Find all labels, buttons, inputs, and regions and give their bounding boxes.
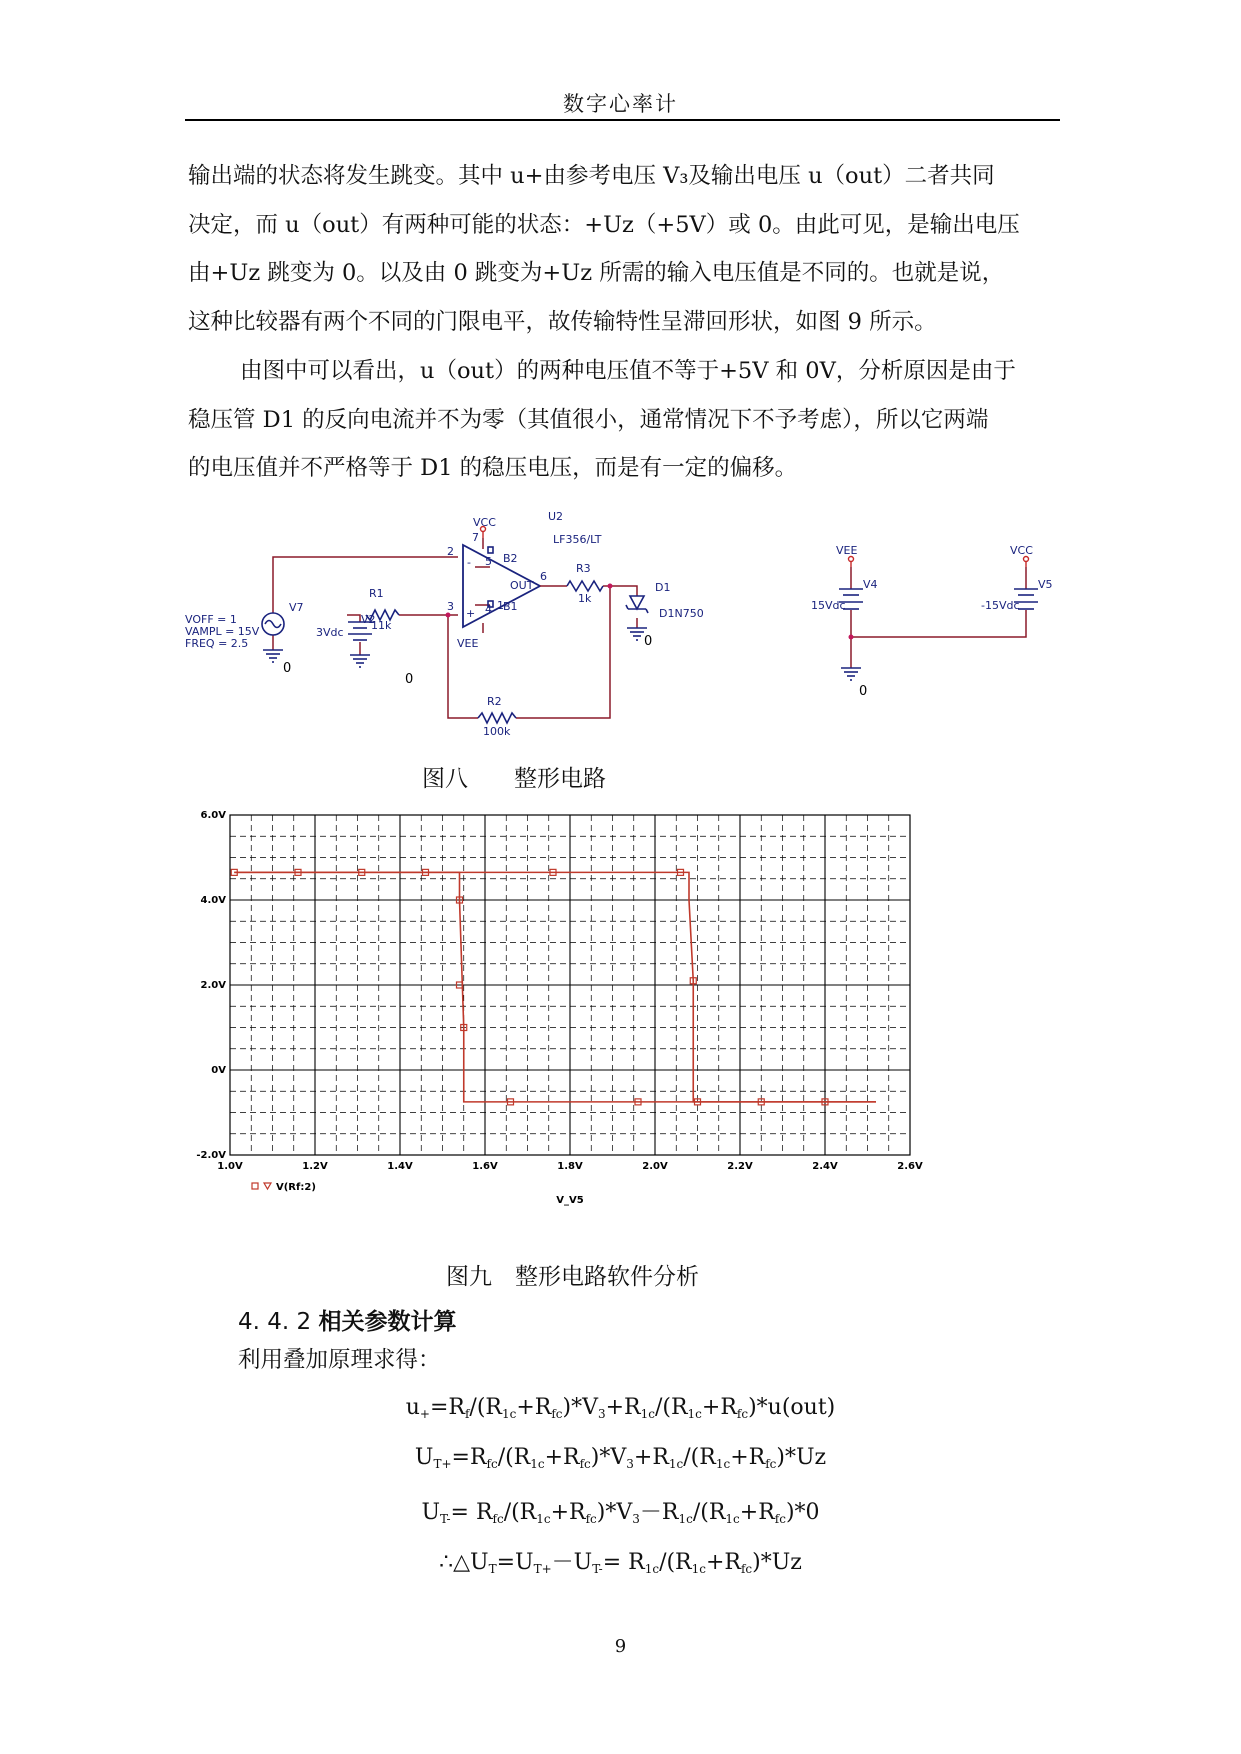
label-b1: B1 [503,600,518,613]
label-plus: + [466,607,476,620]
formula-text: －R [639,1500,679,1525]
x-tick-label: 1.6V [472,1161,498,1172]
label-vcc-top: VCC [473,516,496,529]
label-freq: FREQ = 2.5 [185,637,249,650]
label-vcc: VCC [1010,544,1033,557]
header-rule [185,119,1060,121]
label-gnd: 0 [283,661,292,676]
label-vee-bottom: VEE [457,637,479,650]
paragraph-line: 由+Uz 跳变为 0。以及由 0 跳变为+Uz 所需的输入电压值是不同的。也就是说， [188,260,1005,286]
series-line-1 [234,872,876,1102]
formula-text: )*Uz [752,1550,802,1575]
label-vampl: VAMPL = 15V [185,625,260,638]
label-v2-value: 3Vdc [316,626,344,639]
formula-text: )*V [562,1395,598,1420]
paragraph-line: 由图中可以看出，u（out）的两种电压值不等于+5V 和 0V，分析原因是由于 [240,358,1016,384]
label-gnd: 0 [859,684,868,699]
resistor-r3 [567,581,603,591]
label-vee: VEE [836,544,858,557]
formula-subscript: fc [551,1407,563,1421]
formula-subscript: T [488,1562,497,1576]
formula-subscript: 1c [725,1512,740,1526]
formula-subscript: fc [492,1512,504,1526]
formula-text: )*0 [785,1500,820,1525]
x-tick-label: 2.4V [812,1161,838,1172]
formula-text: /(R [654,1395,688,1420]
formula-line [0,1545,1241,1576]
section-heading [238,1303,456,1336]
formula-subscript: fc [774,1512,786,1526]
formula-subscript: 1c [530,1457,545,1471]
formula-line [0,1395,1241,1421]
x-tick-label: 1.2V [302,1161,328,1172]
label-d1: D1 [655,581,671,594]
formula-text: /(R [497,1445,531,1470]
formula-subscript: T- [592,1562,603,1576]
formula-text: /(R [503,1500,537,1525]
formula-subscript: fc [740,1562,753,1576]
label-gnd: 0 [644,634,653,649]
formula-text: =R [451,1445,487,1470]
formula-text: ∴△U [439,1550,489,1575]
formula-subscript: fc [765,1457,777,1471]
formula-text: /(R [683,1445,716,1470]
y-tick-label: 2.0V [200,980,226,991]
formula-subscript: 1c [640,1407,655,1421]
formula-text: /(R [692,1500,726,1525]
paragraph-1 [188,152,1060,346]
formula-subscript: T- [440,1512,451,1526]
formula-text: /(R [469,1395,502,1420]
y-tick-label: 4.0V [200,895,226,906]
formula-subscript: 1c [501,1407,517,1421]
formula-subscript: 1c [536,1512,551,1526]
label-b2: B2 [503,552,518,565]
paragraph-line: 输出端的状态将发生跳变。其中 u+由参考电压 V₃及输出电压 u（out）二者共同 [188,163,995,189]
formula-subscript: 1c [668,1457,684,1471]
formula-text: )*u(out) [748,1395,836,1420]
formula-text: +R [739,1500,775,1525]
formula-text: /(R [659,1550,692,1575]
formula-subscript: 3 [626,1457,634,1471]
label-v5: V5 [1038,578,1053,591]
series-line-2 [234,872,876,1102]
label-v7: V7 [289,601,304,614]
label-pin3: 3 [447,600,454,613]
label-pin5: 5 [485,555,492,568]
formula-text: +R [544,1445,580,1470]
formula-text: )*V [590,1445,627,1470]
label-r1-value: 11k [371,619,392,632]
paragraph-line: 这种比较器有两个不同的门限电平，故传输特性呈滞回形状，如图 9 所示。 [188,308,937,335]
x-tick-label: 2.6V [897,1161,923,1172]
ground-icon [263,650,283,662]
label-r2: R2 [487,695,502,708]
paragraph-line: 稳压管 D1 的反向电流并不为零（其值很小，通常情况下不予考虑），所以它两端 [188,406,989,433]
formula-subscript: 3 [632,1512,640,1526]
page-number: 9 [614,1636,627,1657]
running-header: 数字心率计 [563,92,678,116]
formula-subscript: 1c [715,1457,731,1471]
x-axis-label: V_V5 [556,1195,584,1206]
circuit-schematic [185,505,1053,745]
paragraph-line: 的电压值并不严格等于 D1 的稳压电压，而是有一定的偏移。 [188,455,798,481]
section-title: 相关参数计算 [318,1309,457,1335]
formula-text: )*V [596,1500,633,1525]
label-pin6: 6 [540,570,547,583]
hysteresis-chart [196,795,1025,1235]
formula-subscript: + [419,1407,430,1421]
zener-diode [630,596,644,609]
label-opamp-model: LF356/LT [553,533,602,546]
label-r3-value: 1k [578,592,592,605]
label-pin7: 7 [472,531,479,544]
formula-subscript: fc [585,1512,597,1526]
formula-subscript: 1c [691,1562,706,1576]
formula-text: +R [516,1395,552,1420]
figure-9-caption: 图九 整形电路软件分析 [446,1264,699,1290]
formula-subscript: 3 [597,1407,606,1421]
paragraph-line: 决定，而 u（out）有两种可能的状态：+Uz（+5V）或 0。由此可见，是输出电压 [188,211,1020,238]
formula-subscript: 1c [678,1512,693,1526]
resistor-r2 [478,713,516,723]
paragraph-2 [188,347,1060,493]
label-gnd: 0 [405,672,414,687]
label-pin4: 4 [485,603,492,616]
formula-text: +R [701,1395,737,1420]
figure-8-caption: 图八 整形电路 [422,766,606,792]
formula-text: =R [429,1395,465,1420]
formula-text: U [414,1445,434,1470]
label-v2: V2 [361,613,376,626]
formula-line [0,1495,1241,1526]
formula-text: +R [730,1445,766,1470]
legend-label: V(Rf:2) [276,1182,316,1193]
formula-text: = R [450,1500,493,1525]
section-number: 4. 4. 2 [238,1309,312,1335]
formula-subscript: T+ [433,1457,452,1471]
formula-line [0,1445,1241,1471]
formula-text: U [421,1500,440,1525]
formula-subscript: fc [736,1407,749,1421]
formula-subscript: f [464,1407,470,1421]
label-r3: R3 [576,562,591,575]
label-voff: VOFF = 1 [185,613,237,626]
lead-text: 利用叠加原理求得： [238,1347,441,1373]
formula-text: +R [605,1395,641,1420]
label-minus: - [467,556,471,569]
x-tick-label: 1.8V [557,1161,583,1172]
formula-text: +R [550,1500,586,1525]
x-tick-label: 1.4V [387,1161,413,1172]
formula-subscript: 1c [644,1562,660,1576]
formula-text: u [405,1395,420,1420]
label-u2: U2 [548,510,564,523]
label-out: OUT [510,579,534,592]
formula-text: = R [602,1550,645,1575]
formula-text: =U [496,1550,534,1575]
legend-triangle-icon [264,1183,271,1189]
label-r2-value: 100k [483,725,511,738]
label-pin2: 2 [447,545,454,558]
ground-icon [350,655,370,667]
label-pin1: 1 [497,599,504,612]
formula-text: )*Uz [776,1445,827,1470]
label-r1: R1 [369,587,384,600]
legend-square-icon [252,1183,258,1189]
x-tick-label: 2.0V [642,1161,668,1172]
y-tick-label: 6.0V [200,810,226,821]
formula-text: －U [551,1550,593,1575]
y-tick-label: -2.0V [196,1150,226,1161]
label-v4: V4 [863,578,878,591]
formula-subscript: T+ [533,1562,552,1576]
formula-subscript: 1c [687,1407,702,1421]
formula-text: +R [705,1550,741,1575]
label-v5-value: -15Vdc [981,599,1020,612]
label-d1-model: D1N750 [659,607,704,620]
x-tick-label: 2.2V [727,1161,753,1172]
y-tick-label: 0V [211,1065,226,1076]
label-v4-value: 15Vdc [811,599,846,612]
formula-text: +R [633,1445,669,1470]
ground-icon [841,668,861,680]
formula-subscript: fc [486,1457,498,1471]
formula-subscript: fc [579,1457,591,1471]
x-tick-label: 1.0V [217,1161,243,1172]
